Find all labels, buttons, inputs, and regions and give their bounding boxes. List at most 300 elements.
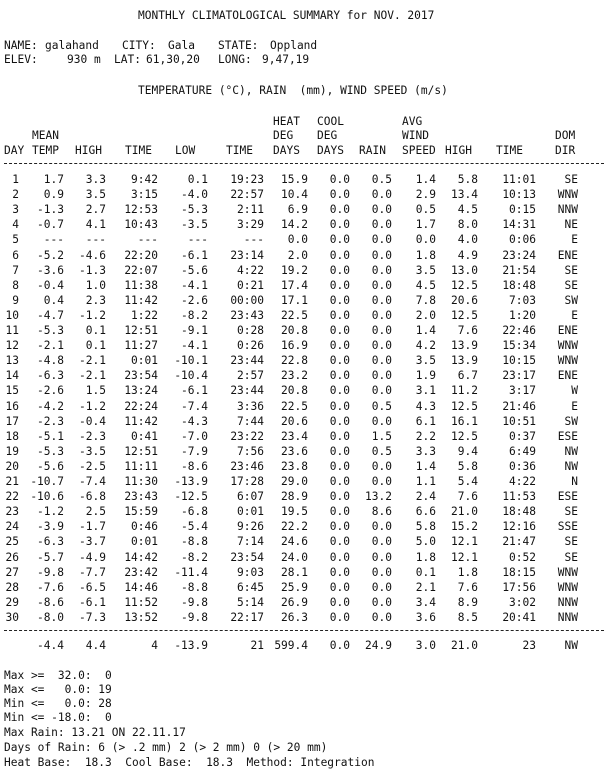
- cell-mean-temp: -3.6: [37, 263, 64, 277]
- totals-separator: [4, 630, 604, 631]
- col-cool-1: COOL: [317, 115, 344, 128]
- cell-dom-dir: E: [571, 399, 578, 413]
- cell-day: 19: [5, 444, 19, 458]
- cell-high: -2.1: [79, 354, 106, 368]
- cell-wind-time: 18:48: [502, 278, 536, 292]
- cell-wind-time: 11:53: [502, 490, 536, 504]
- cell-dom-dir: SW: [564, 293, 578, 307]
- cell-low-time: 23:46: [230, 459, 264, 473]
- cell-low: -7.4: [181, 399, 208, 413]
- cell-high: -1.2: [79, 399, 106, 413]
- station-lat-label: LAT:: [114, 53, 141, 66]
- summary-line: Max Rain: 13.21 ON 22.11.17: [4, 726, 186, 739]
- cell-time: ---: [137, 233, 158, 247]
- cell-time: 22:20: [124, 248, 158, 262]
- header-separator: [4, 163, 604, 164]
- cell-cool-deg-days: 0.0: [329, 308, 350, 322]
- cell-cool-deg-days: 0.0: [329, 565, 350, 579]
- cell-time: 23:54: [124, 369, 158, 383]
- table-row: [4, 552, 608, 565]
- cell-dom-dir: SW: [564, 414, 578, 428]
- cell-day: 3: [12, 203, 19, 217]
- cell-heat-deg-days: 23.4: [281, 429, 308, 443]
- table-row: [4, 597, 608, 610]
- cell-mean-temp: -5.3: [37, 324, 64, 337]
- cell-day: 12: [5, 339, 19, 353]
- cell-cool-deg-days: 0.0: [329, 610, 350, 624]
- cell-low: -10.1: [174, 354, 208, 368]
- cell-wind-high: 15.2: [451, 520, 478, 534]
- station-state: Oppland: [270, 39, 318, 52]
- cell-avg-wind-speed: 3.4: [415, 595, 436, 609]
- cell-cool-deg-days: 0.0: [329, 475, 350, 488]
- cell-low-time: 3:29: [237, 218, 264, 232]
- cell-wind-high: 21.0: [451, 639, 478, 652]
- cell-wind-time: 21:46: [502, 399, 536, 413]
- station-state-label: STATE:: [218, 39, 259, 52]
- cell-high: -6.8: [79, 490, 106, 504]
- cell-low-time: 3:36: [237, 399, 264, 413]
- cell-avg-wind-speed: 1.1: [415, 475, 436, 488]
- cell-low: -9.8: [181, 610, 208, 624]
- cell-low: -12.5: [174, 490, 208, 504]
- station-elev-label: ELEV:: [4, 53, 38, 66]
- cell-wind-high: 13.9: [451, 339, 478, 353]
- cell-low: -10.4: [174, 369, 208, 383]
- cell-rain: 0.5: [371, 173, 392, 186]
- cell-cool-deg-days: 0.0: [329, 444, 350, 458]
- cell-time: 15:59: [124, 505, 158, 519]
- cell-mean-temp: -10.7: [30, 475, 64, 488]
- cell-day: 17: [5, 414, 19, 428]
- cell-rain: 0.0: [371, 459, 392, 473]
- summary-line: Min <= -18.0: 0: [4, 711, 112, 724]
- cell-low-time: 0:01: [237, 505, 264, 519]
- cell-avg-wind-speed: 4.3: [415, 399, 436, 413]
- cell-dom-dir: ESE: [557, 429, 578, 443]
- cell-wind-high: 11.2: [451, 384, 478, 398]
- cell-low-time: 7:44: [237, 414, 264, 428]
- cell-wind-time: 3:17: [509, 384, 536, 398]
- cell-rain: 0.0: [371, 610, 392, 624]
- table-row: [4, 310, 608, 323]
- cell-wind-time: 7:03: [509, 293, 536, 307]
- totals-row: [4, 640, 608, 653]
- cell-avg-wind-speed: 1.4: [415, 324, 436, 337]
- cell-high: -2.3: [79, 429, 106, 443]
- cell-wind-time: 10:13: [502, 188, 536, 202]
- cell-dom-dir: ENE: [557, 369, 578, 383]
- cell-cool-deg-days: 0.0: [329, 459, 350, 473]
- cell-avg-wind-speed: 1.7: [415, 218, 436, 232]
- cell-wind-time: 11:01: [502, 173, 536, 186]
- cell-mean-temp: -2.3: [37, 414, 64, 428]
- cell-wind-high: 1.8: [457, 565, 478, 579]
- cell-low: -8.8: [181, 580, 208, 594]
- cell-high: -1.3: [79, 263, 106, 277]
- cell-avg-wind-speed: 0.5: [415, 203, 436, 217]
- cell-high: 3.5: [85, 188, 106, 202]
- cell-dom-dir: E: [571, 233, 578, 247]
- cell-day: 11: [5, 324, 19, 337]
- cell-wind-high: 12.1: [451, 550, 478, 564]
- cell-rain: 0.0: [371, 218, 392, 232]
- cell-low-time: 0:21: [237, 278, 264, 292]
- cell-wind-time: 23:17: [502, 369, 536, 383]
- cell-wind-time: 10:51: [502, 414, 536, 428]
- cell-day: 7: [12, 263, 19, 277]
- station-long-label: LONG:: [218, 53, 252, 66]
- table-row: [4, 265, 608, 278]
- cell-wind-time: 23:24: [502, 248, 536, 262]
- cell-high: 3.3: [85, 173, 106, 186]
- cell-avg-wind-speed: 6.6: [415, 505, 436, 519]
- cell-low-time: 23:44: [230, 384, 264, 398]
- cell-dom-dir: WNW: [557, 339, 578, 353]
- cell-mean-temp: 0.9: [43, 188, 64, 202]
- cell-low-time: 22:17: [230, 610, 264, 624]
- cell-rain: 24.9: [365, 639, 392, 652]
- cell-rain: 0.0: [371, 233, 392, 247]
- cell-cool-deg-days: 0.0: [329, 490, 350, 504]
- cell-low-time: 17:28: [230, 475, 264, 488]
- cell-cool-deg-days: 0.0: [329, 203, 350, 217]
- cell-time: 13:52: [124, 610, 158, 624]
- cell-cool-deg-days: 0.0: [329, 233, 350, 247]
- cell-cool-deg-days: 0.0: [329, 399, 350, 413]
- cell-avg-wind-speed: 7.8: [415, 293, 436, 307]
- cell-dom-dir: SE: [564, 505, 578, 519]
- cell-heat-deg-days: 20.8: [281, 324, 308, 337]
- cell-dom-dir: SE: [564, 173, 578, 186]
- cell-avg-wind-speed: 0.1: [415, 565, 436, 579]
- cell-mean-temp: -2.6: [37, 384, 64, 398]
- cell-avg-wind-speed: 4.5: [415, 278, 436, 292]
- cell-avg-wind-speed: 2.9: [415, 188, 436, 202]
- cell-day: 22: [5, 490, 19, 504]
- cell-wind-high: 13.4: [451, 188, 478, 202]
- cell-wind-high: 12.5: [451, 429, 478, 443]
- cell-mean-temp: -0.4: [37, 278, 64, 292]
- station-elev: 930 m: [67, 53, 101, 66]
- cell-cool-deg-days: 0.0: [329, 595, 350, 609]
- table-row: [4, 506, 608, 519]
- cell-cool-deg-days: 0.0: [329, 505, 350, 519]
- cell-mean-temp: -4.8: [37, 354, 64, 368]
- cell-avg-wind-speed: 2.0: [415, 308, 436, 322]
- cell-mean-temp: -3.9: [37, 520, 64, 534]
- summary-line: Max >= 32.0: 0: [4, 669, 112, 682]
- cell-heat-deg-days: 28.9: [281, 490, 308, 504]
- cell-low: -7.0: [181, 429, 208, 443]
- summary-line: Min <= 0.0: 28: [4, 697, 112, 710]
- cell-mean-temp: -4.4: [37, 639, 64, 652]
- cell-time: 4: [151, 639, 158, 652]
- cell-day: 24: [5, 520, 19, 534]
- cell-low-time: ---: [243, 233, 264, 247]
- cell-time: 23:43: [124, 490, 158, 504]
- table-row: [4, 582, 608, 595]
- cell-dom-dir: NNW: [557, 203, 578, 217]
- cell-high: 1.5: [85, 384, 106, 398]
- cell-rain: 0.0: [371, 580, 392, 594]
- cell-time: 11:42: [124, 414, 158, 428]
- cell-dom-dir: SE: [564, 278, 578, 292]
- col-mean: MEAN: [32, 129, 59, 142]
- cell-day: 21: [5, 475, 19, 488]
- cell-day: 14: [5, 369, 19, 383]
- cell-low: -11.4: [174, 565, 208, 579]
- units-line: TEMPERATURE (°C), RAIN (mm), WIND SPEED (m/s): [138, 84, 448, 97]
- cell-mean-temp: 0.4: [43, 293, 64, 307]
- col-high-2: HIGH: [445, 144, 472, 157]
- cell-mean-temp: 1.7: [43, 173, 64, 186]
- cell-cool-deg-days: 0.0: [329, 218, 350, 232]
- cell-wind-time: 22:46: [502, 324, 536, 337]
- cell-high: -6.1: [79, 595, 106, 609]
- cell-low-time: 23:14: [230, 248, 264, 262]
- cell-low: -13.9: [174, 475, 208, 488]
- cell-wind-time: 17:56: [502, 580, 536, 594]
- cell-cool-deg-days: 0.0: [329, 414, 350, 428]
- cell-avg-wind-speed: 1.4: [415, 459, 436, 473]
- cell-wind-time: 0:52: [509, 550, 536, 564]
- cell-high: ---: [85, 233, 106, 247]
- cell-heat-deg-days: 6.9: [287, 203, 308, 217]
- cell-avg-wind-speed: 2.1: [415, 580, 436, 594]
- table-row: [4, 204, 608, 217]
- cell-rain: 13.2: [365, 490, 392, 504]
- cell-dom-dir: SSE: [557, 520, 578, 534]
- cell-heat-deg-days: 24.0: [281, 550, 308, 564]
- table-row: [4, 416, 608, 429]
- cell-dom-dir: NNW: [557, 610, 578, 624]
- station-city-label: CITY:: [122, 39, 156, 52]
- cell-dom-dir: NNW: [557, 595, 578, 609]
- cell-day: 4: [12, 218, 19, 232]
- summary-line: Max <= 0.0: 19: [4, 683, 112, 696]
- cell-dom-dir: NW: [564, 459, 578, 473]
- table-row: [4, 189, 608, 202]
- cell-wind-high: 5.8: [457, 459, 478, 473]
- cell-high: -4.9: [79, 550, 106, 564]
- col-cool-3: DAYS: [317, 144, 344, 157]
- cell-wind-time: 20:41: [502, 610, 536, 624]
- col-time-3: TIME: [496, 144, 523, 157]
- cell-avg-wind-speed: 3.5: [415, 354, 436, 368]
- cell-low: -9.8: [181, 595, 208, 609]
- cell-low-time: 19:23: [230, 173, 264, 186]
- cell-heat-deg-days: 15.9: [281, 173, 308, 186]
- cell-low-time: 0:26: [237, 339, 264, 353]
- cell-wind-time: 21:47: [502, 535, 536, 549]
- cell-wind-time: 21:54: [502, 263, 536, 277]
- cell-mean-temp: -1.2: [37, 505, 64, 519]
- cell-low: 0.1: [187, 173, 208, 186]
- cell-day: 27: [5, 565, 19, 579]
- cell-low: -6.1: [181, 384, 208, 398]
- cell-time: 0:41: [131, 429, 158, 443]
- station-long: 9,47,19: [262, 53, 310, 66]
- cell-time: 14:46: [124, 580, 158, 594]
- cell-time: 23:42: [124, 565, 158, 579]
- cell-wind-time: 6:49: [509, 444, 536, 458]
- cell-rain: 0.0: [371, 414, 392, 428]
- cell-mean-temp: -6.3: [37, 535, 64, 549]
- cell-high: -7.4: [79, 475, 106, 488]
- cell-wind-high: 8.9: [457, 595, 478, 609]
- cell-dom-dir: E: [571, 308, 578, 322]
- col-time: TIME: [125, 144, 152, 157]
- cell-cool-deg-days: 0.0: [329, 580, 350, 594]
- cell-low-time: 21: [250, 639, 264, 652]
- cell-wind-high: 8.0: [457, 218, 478, 232]
- table-row: [4, 476, 608, 489]
- cell-time: 9:42: [131, 173, 158, 186]
- cell-time: 12:51: [124, 324, 158, 337]
- cell-day: 29: [5, 595, 19, 609]
- table-row: [4, 536, 608, 549]
- table-row: [4, 174, 608, 187]
- cell-high: 4.4: [85, 639, 106, 652]
- cell-heat-deg-days: 17.4: [281, 278, 308, 292]
- cell-wind-high: 5.4: [457, 475, 478, 488]
- cell-low: -7.9: [181, 444, 208, 458]
- cell-wind-time: 10:15: [502, 354, 536, 368]
- cell-mean-temp: -0.7: [37, 218, 64, 232]
- table-row: [4, 612, 608, 625]
- cell-low-time: 6:45: [237, 580, 264, 594]
- cell-rain: 0.0: [371, 308, 392, 322]
- cell-wind-high: 4.5: [457, 203, 478, 217]
- cell-dom-dir: SE: [564, 550, 578, 564]
- cell-heat-deg-days: 17.1: [281, 293, 308, 307]
- cell-avg-wind-speed: 0.0: [415, 233, 436, 247]
- cell-rain: 1.5: [371, 429, 392, 443]
- cell-day: 1: [12, 173, 19, 186]
- cell-avg-wind-speed: 1.4: [415, 173, 436, 186]
- cell-low: -4.3: [181, 414, 208, 428]
- cell-day: 18: [5, 429, 19, 443]
- cell-high: -1.2: [79, 308, 106, 322]
- table-row: [4, 355, 608, 368]
- cell-time: 11:30: [124, 475, 158, 488]
- table-row: [4, 295, 608, 308]
- cell-wind-high: 6.7: [457, 369, 478, 383]
- cell-day: 6: [12, 248, 19, 262]
- cell-low: -3.5: [181, 218, 208, 232]
- cell-low-time: 4:22: [237, 263, 264, 277]
- cell-heat-deg-days: 22.5: [281, 308, 308, 322]
- col-heat-2: DEG: [273, 129, 294, 142]
- cell-heat-deg-days: 19.2: [281, 263, 308, 277]
- col-cool-2: DEG: [317, 129, 338, 142]
- cell-low: -6.8: [181, 505, 208, 519]
- station-city: Gala: [168, 39, 195, 52]
- cell-cool-deg-days: 0.0: [329, 188, 350, 202]
- cell-avg-wind-speed: 3.3: [415, 444, 436, 458]
- cell-mean-temp: -6.3: [37, 369, 64, 383]
- cell-wind-high: 21.0: [451, 505, 478, 519]
- col-temp: TEMP: [32, 144, 59, 157]
- cell-time: 1:22: [131, 308, 158, 322]
- cell-low: -4.0: [181, 188, 208, 202]
- cell-heat-deg-days: 19.5: [281, 505, 308, 519]
- cell-low-time: 9:26: [237, 520, 264, 534]
- cell-dom-dir: NW: [564, 444, 578, 458]
- cell-cool-deg-days: 0.0: [329, 354, 350, 368]
- cell-time: 3:15: [131, 188, 158, 202]
- cell-high: -7.7: [79, 565, 106, 579]
- cell-cool-deg-days: 0.0: [329, 339, 350, 353]
- cell-high: -6.5: [79, 580, 106, 594]
- cell-wind-high: 13.9: [451, 354, 478, 368]
- table-row: [4, 461, 608, 474]
- cell-mean-temp: -5.7: [37, 550, 64, 564]
- cell-high: -3.7: [79, 535, 106, 549]
- cell-day: 10: [5, 308, 19, 322]
- cell-avg-wind-speed: 3.5: [415, 263, 436, 277]
- cell-heat-deg-days: 22.8: [281, 354, 308, 368]
- cell-low: -4.1: [181, 339, 208, 353]
- cell-wind-time: 15:34: [502, 339, 536, 353]
- table-row: [4, 250, 608, 263]
- cell-time: 22:24: [124, 399, 158, 413]
- cell-low: -2.6: [181, 293, 208, 307]
- cell-mean-temp: -8.0: [37, 610, 64, 624]
- cell-mean-temp: -5.1: [37, 429, 64, 443]
- cell-dom-dir: ESE: [557, 490, 578, 504]
- cell-dom-dir: SE: [564, 535, 578, 549]
- summary-line: Heat Base: 18.3 Cool Base: 18.3 Method: Integration: [4, 756, 375, 769]
- cell-rain: 0.0: [371, 550, 392, 564]
- col-dom-1: DOM: [555, 129, 576, 142]
- cell-wind-high: 12.5: [451, 278, 478, 292]
- cell-wind-high: 16.1: [451, 414, 478, 428]
- cell-wind-high: 4.0: [457, 233, 478, 247]
- cell-avg-wind-speed: 5.8: [415, 520, 436, 534]
- cell-wind-time: 18:15: [502, 565, 536, 579]
- cell-wind-time: 18:48: [502, 505, 536, 519]
- table-row: [4, 521, 608, 534]
- cell-low-time: 6:07: [237, 490, 264, 504]
- cell-avg-wind-speed: 3.0: [415, 639, 436, 652]
- cell-avg-wind-speed: 2.2: [415, 429, 436, 443]
- cell-mean-temp: -9.8: [37, 565, 64, 579]
- cell-avg-wind-speed: 4.2: [415, 339, 436, 353]
- cell-day: 26: [5, 550, 19, 564]
- cell-wind-time: 12:16: [502, 520, 536, 534]
- cell-rain: 0.0: [371, 369, 392, 383]
- cell-wind-high: 12.5: [451, 308, 478, 322]
- cell-heat-deg-days: 10.4: [281, 188, 308, 202]
- cell-heat-deg-days: 23.6: [281, 444, 308, 458]
- cell-rain: 0.0: [371, 278, 392, 292]
- col-avg-1: AVG: [402, 115, 423, 128]
- cell-mean-temp: -5.6: [37, 459, 64, 473]
- col-time-2: TIME: [226, 144, 253, 157]
- cell-rain: 0.0: [371, 248, 392, 262]
- cell-day: 30: [5, 610, 19, 624]
- cell-high: -2.5: [79, 459, 106, 473]
- cell-rain: 0.5: [371, 444, 392, 458]
- cell-heat-deg-days: 23.8: [281, 459, 308, 473]
- cell-low-time: 0:28: [237, 324, 264, 337]
- cell-rain: 0.0: [371, 475, 392, 488]
- cell-low: -6.1: [181, 248, 208, 262]
- cell-rain: 0.0: [371, 339, 392, 353]
- cell-wind-high: 8.5: [457, 610, 478, 624]
